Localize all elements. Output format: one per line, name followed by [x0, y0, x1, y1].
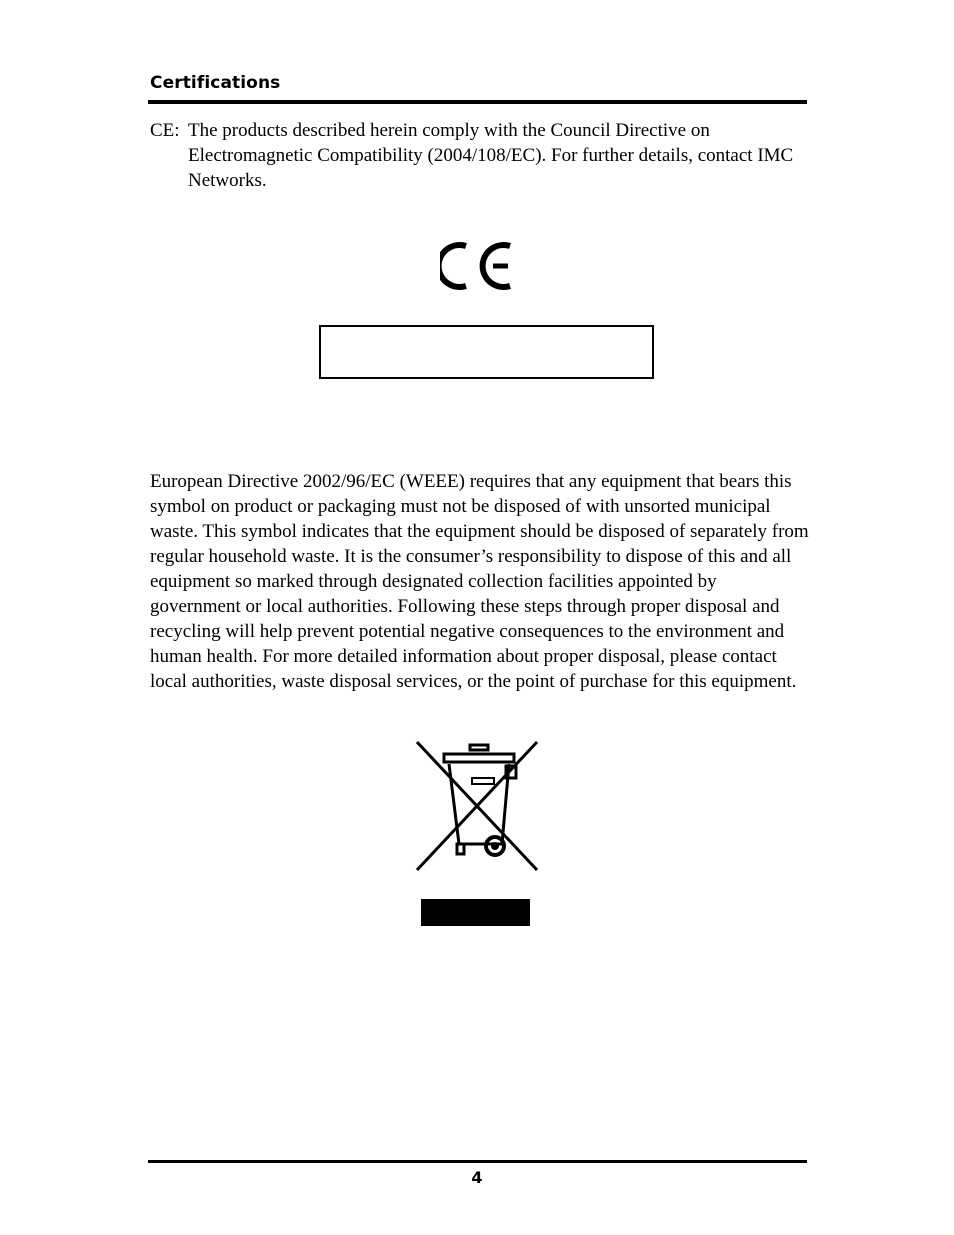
- footer-divider: [148, 1160, 807, 1163]
- ce-mark-icon: [440, 240, 512, 297]
- weee-marking-bar: [421, 899, 530, 926]
- ce-compliance-statement: [150, 118, 800, 193]
- crossed-out-wheelie-bin-icon: [414, 740, 540, 877]
- ce-label-box: [319, 325, 654, 379]
- page-title: Certifications: [150, 73, 281, 93]
- weee-directive-statement: European Directive 2002/96/EC (WEEE) requires that any equipment that bears this symbol on product or packaging must not be disposed of with unsorted municipal waste. This symbol indicates that the equipment should be disposed of separately from regular household waste. It is the consumer’s responsibility to dispose of this and all equipment so marked through designated collection facilities appointed by government or local authorities. Following these steps through proper disposal and recycling will help prevent potential negative consequences to the environment and human health. For more detailed information about proper disposal, please contact local authorities, waste disposal services, or the point of purchase for this equipment.: [150, 471, 809, 692]
- page-number: 4: [471, 1168, 483, 1187]
- ce-prefix-label: CE:: [150, 120, 180, 141]
- ce-statement-text: The products described herein comply with the Council Directive on Electromagnetic Compatibility (2004/108/EC). For further details, contact IMC Networks.: [188, 120, 794, 191]
- header-divider: [148, 100, 807, 104]
